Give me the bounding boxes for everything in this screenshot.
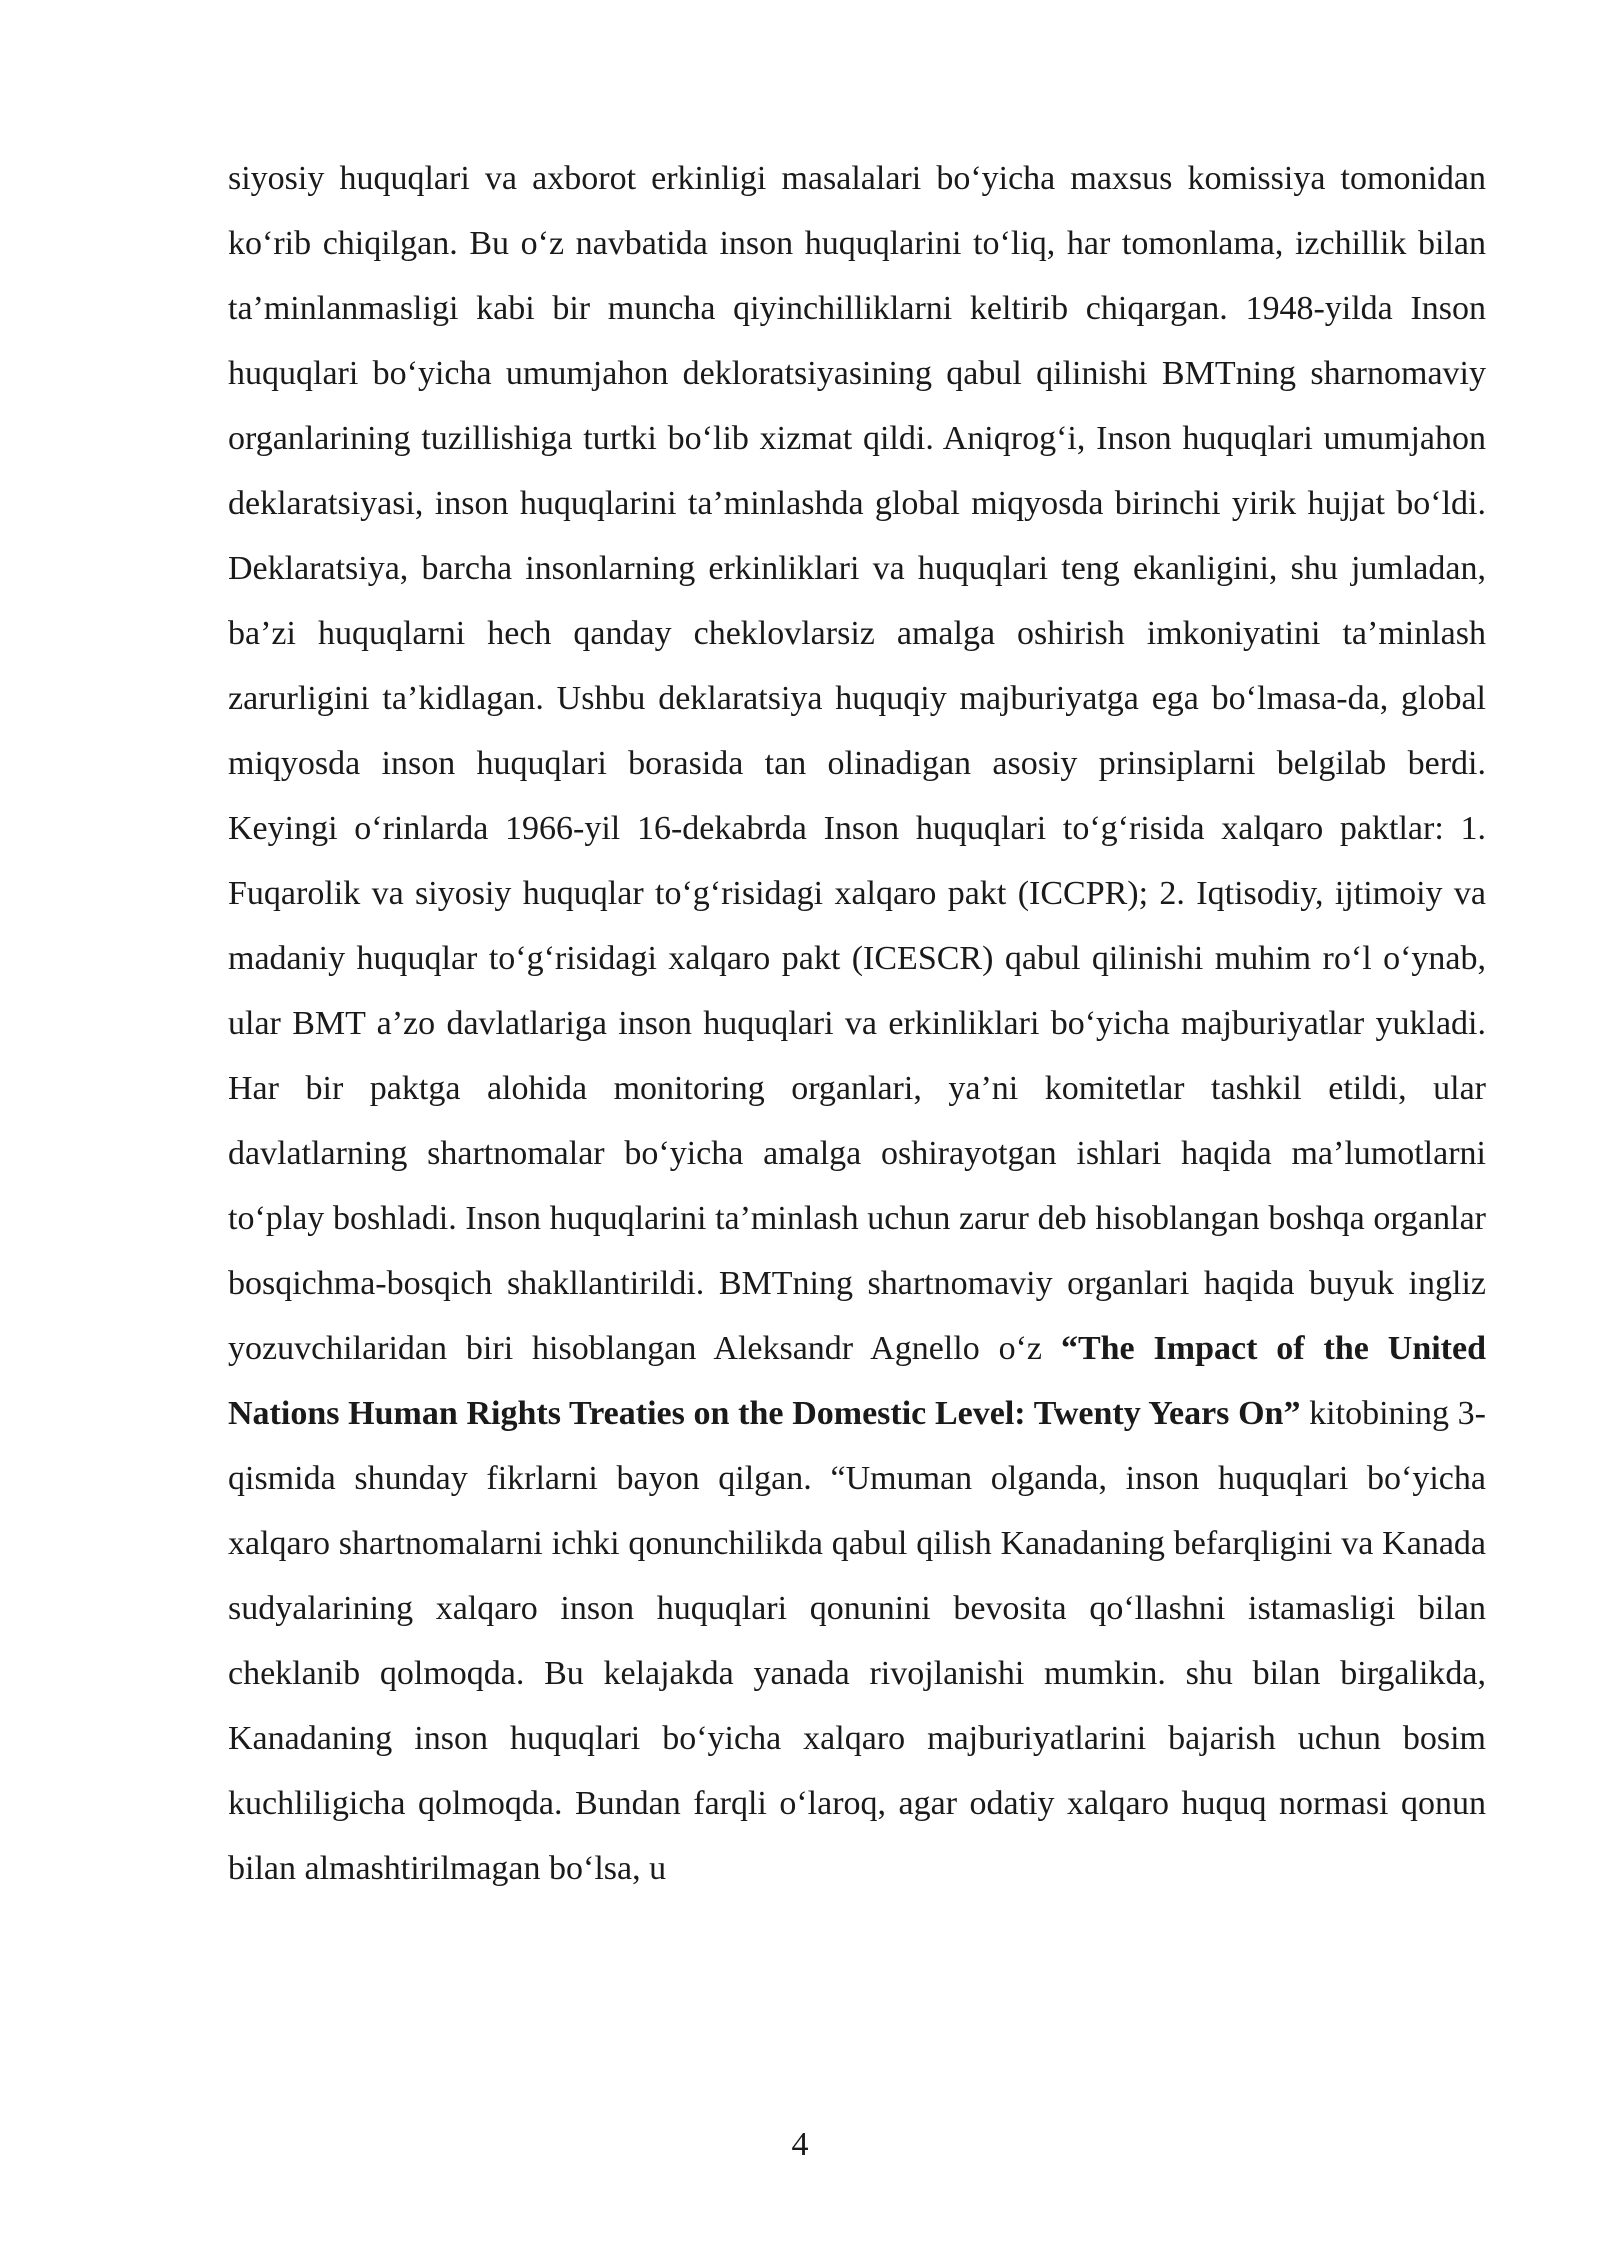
book-title: “The Impact of the United Nations Human Rights Treaties on the Domestic Level: Twenty Years On” [228, 1330, 1486, 1432]
paragraph-text-after-title: kitobining 3-qismida shunday fikrlarni bayon qilgan. “Umuman olganda, inson huquqlari bo‘yicha xalqaro shartnomalarni ichki qonunchilikda qabul qilish Kanadaning befarqligini va Kanada sudyalarining xalqaro inson huquqlari qonunini bevosita qo‘llashni istamasligi bilan cheklanib qolmoqda. Bu kelajakda yanada rivojlanishi mumkin. shu bilan birgalikda, Kanadaning inson huquqlari bo‘yicha xalqaro majburiyatlarini bajarish uchun bosim kuchliligicha qolmoqda. Bundan farqli o‘laroq, agar odatiy xalqaro huquq normasi qonun bilan almashtirilmagan bo‘lsa, u [228, 1395, 1487, 1887]
body-paragraph [228, 146, 1486, 1901]
document-page [228, 146, 1486, 1901]
paragraph-text-before-title: siyosiy huquqlari va axborot erkinligi masalalari bo‘yicha maxsus komissiya tomonidan ko‘rib chiqilgan. Bu o‘z navbatida inson huquqlarini to‘liq, har tomonlama, izchillik bilan ta’minlanmasligi kabi bir muncha qiyinchilliklarni keltirib chiqargan. 1948-yilda Inson huquqlari bo‘yicha umumjahon dekloratsiyasining qabul qilinishi BMTning sharnomaviy organlarining tuzillishiga turtki bo‘lib xizmat qildi. Aniqrog‘i, Inson huquqlari umumjahon deklaratsiyasi, inson huquqlarini ta’minlashda global miqyosda birinchi yirik hujjat bo‘ldi. Deklaratsiya, barcha insonlarning erkinliklari va huquqlari teng ekanligini, shu jumladan, ba’zi huquqlarni hech qanday cheklovlarsiz amalga oshirish imkoniyatini ta’minlash zarurligini ta’kidlagan. Ushbu deklaratsiya huquqiy majburiyatga ega bo‘lmasa-da, global miqyosda inson huquqlari borasida tan olinadigan asosiy prinsiplarni belgilab berdi. Keyingi o‘rinlarda 1966-yil 16-dekabrda Inson huquqlari to‘g‘risida xalqaro paktlar: 1. Fuqarolik va siyosiy huquqlar to‘g‘risidagi xalqaro pakt (ICCPR); 2. Iqtisodiy, ijtimoiy va madaniy huquqlar to‘g‘risidagi xalqaro pakt (ICESCR) qabul qilinishi muhim ro‘l o‘ynab, ular BMT a’zo davlatlariga inson huquqlari va erkinliklari bo‘yicha majburiyatlar yukladi. Har bir paktga alohida monitoring organlari, ya’ni komitetlar tashkil etildi, ular davlatlarning shartnomalar bo‘yicha amalga oshirayotgan ishlari haqida ma’lumotlarni to‘play boshladi. Inson huquqlarini ta’minlash uchun zarur deb hisoblangan boshqa organlar bosqichma-bosqich shakllantirildi. BMTning shartnomaviy organlari haqida buyuk ingliz yozuvchilaridan biri hisoblangan Aleksandr Agnello o‘z [228, 160, 1486, 1367]
page-number: 4 [791, 2126, 809, 2163]
